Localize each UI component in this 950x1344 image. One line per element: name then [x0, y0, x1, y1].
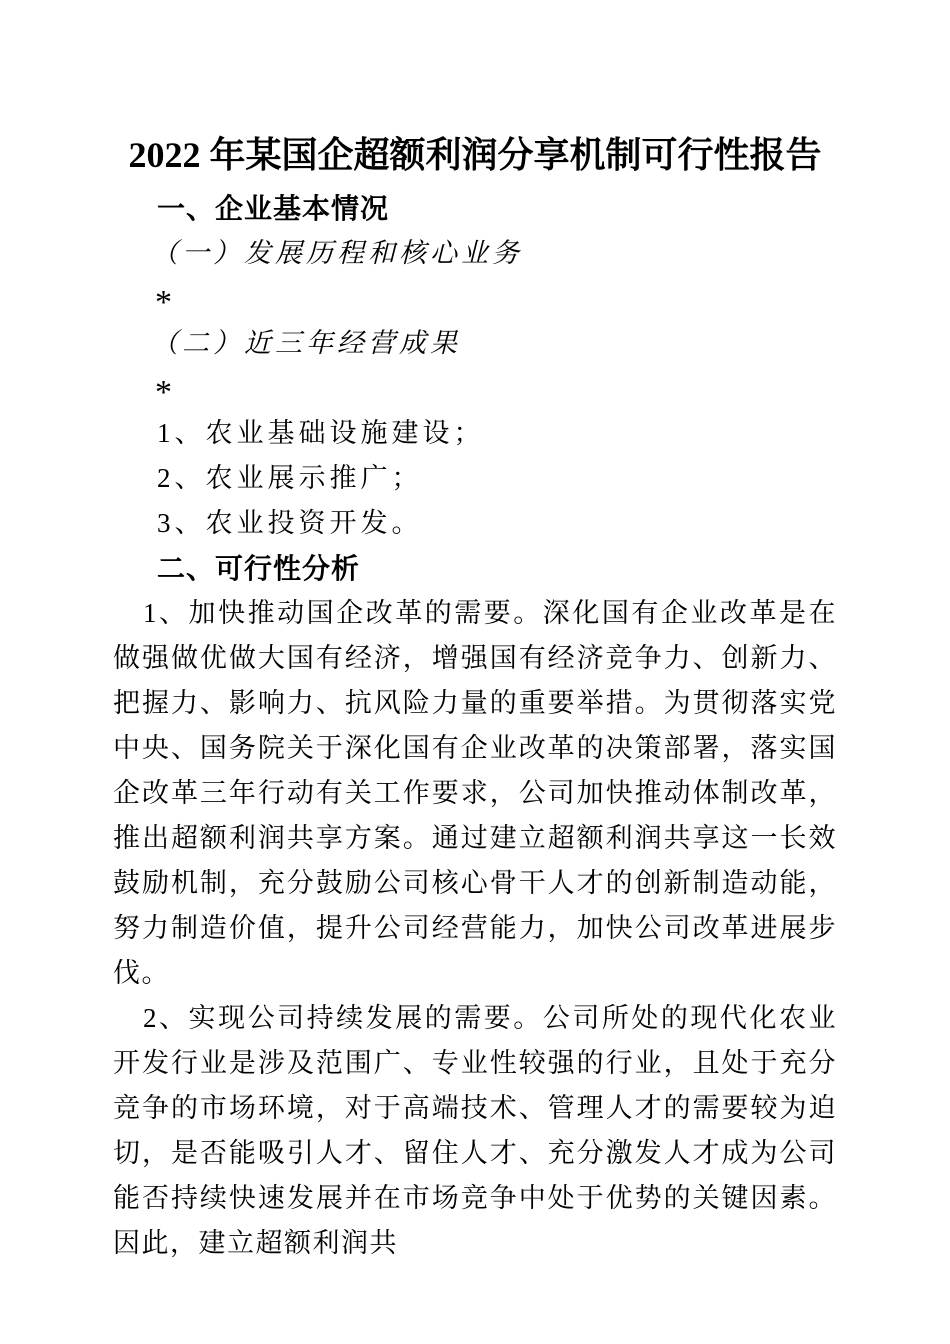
document-title: 2022 年某国企超额利润分享机制可行性报告: [128, 135, 822, 175]
section-heading-feasibility-analysis: 二、可行性分析: [157, 553, 361, 584]
paragraph-sustainable-development-need: 2、实现公司持续发展的需要。公司所处的现代化农业开发行业是涉及范围广、专业性较强的行业，且处于充分竞争的市场环境，对于高端技术、管理人才的需要较为迫切，是否能吸引人才、留住人才、充分激发人才成为公司能否持续快速发展并在市场竞争中处于优势的关键因素。因此，建立超额利润共: [113, 1003, 837, 1258]
subsection-heading-development-history: （一）发展历程和核心业务: [151, 238, 523, 269]
list-item-agriculture-promotion: 2、农业展示推广；: [157, 463, 423, 493]
placeholder-asterisk-2: *: [155, 374, 172, 411]
section-heading-company-basics: 一、企业基本情况: [157, 193, 390, 224]
paragraph-soe-reform-need: 1、加快推动国企改革的需要。深化国有企业改革是在做强做优做大国有经济，增强国有经济竞争力、创新力、把握力、影响力、抗风险力量的重要举措。为贯彻落实党中央、国务院关于深化国有企业改革的决策部署，落实国企改革三年行动有关工作要求，公司加快推动体制改革，推出超额利润共享方案。通过建立超额利润共享这一长效鼓励机制，充分鼓励公司核心骨干人才的创新制造动能，努力制造价值，提升公司经营能力，加快公司改革进展步伐。: [113, 598, 837, 988]
placeholder-asterisk-1: *: [155, 284, 172, 321]
list-item-agriculture-investment: 3、农业投资开发。: [157, 508, 423, 538]
list-item-agriculture-infrastructure: 1、农业基础设施建设；: [157, 418, 485, 448]
subsection-heading-operating-results: （二）近三年经营成果: [151, 328, 461, 359]
